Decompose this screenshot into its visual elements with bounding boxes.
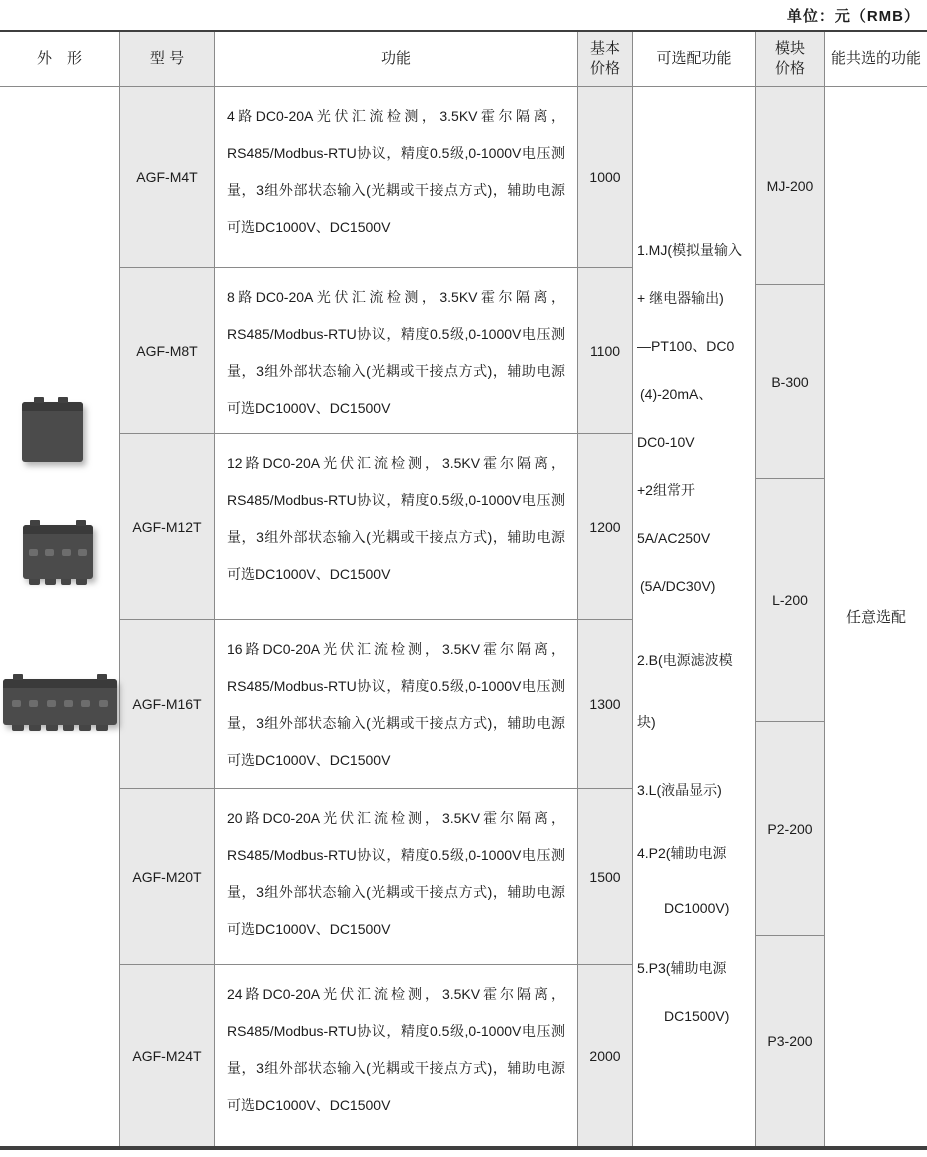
header-co-selectable: 能共选的功能 [825,32,927,87]
function-cell: 16路DC0-20A光伏汇流检测，3.5KV霍尔隔离，RS485/Modbus-RTU协议，精度0.5级,0-1000V电压测量，3组外部状态输入(光耦或干接点方式)，辅助电源可选DC1000V、DC1500V [215,620,577,789]
product-photo-wide [3,679,117,725]
base-price-cell: 2000 [589,1047,621,1064]
optional-line: (4)-20mA、 [640,386,713,402]
terminal-dots [12,700,108,707]
optional-line: DC1500V) [664,1008,730,1024]
model-cell: AGF-M20T [120,789,214,965]
model-cell: AGF-M12T [120,434,214,620]
shape-cell [0,87,119,1146]
module-price-cell: B-300 [756,285,824,479]
price-table [0,30,927,1150]
base-price-cell: 1200 [578,434,632,620]
header-shape: 外 形 [0,32,119,87]
base-price-cell: 1100 [578,268,632,434]
optional-line: 2.B(电源滤波模 [637,652,733,668]
optional-line: 4.P2(辅助电源 [637,845,727,861]
terminal-knob [30,520,40,526]
header-module-price-line1: 模块 [774,40,805,57]
column-module-price [756,32,825,1146]
optional-functions-cell [633,87,755,1146]
column-function [215,32,578,1146]
product-photo-small [22,402,83,462]
column-base-price [578,32,633,1146]
model-cell: AGF-M8T [120,268,214,434]
optional-line: + 继电器输出) [637,290,724,306]
terminal-dots [29,549,88,556]
co-selectable-cell [825,87,927,1146]
terminal-knob [34,397,44,403]
optional-line: DC1000V) [664,900,730,916]
function-cell: 4路DC0-20A光伏汇流检测，3.5KV霍尔隔离，RS485/Modbus-RTU协议，精度0.5级,0-1000V电压测量，3组外部状态输入(光耦或干接点方式)，辅助电源可选DC1000V、DC1500V [215,87,577,268]
header-base-price-line1: 基本 [589,40,620,57]
column-shape [0,32,120,1146]
connector-teeth [12,725,108,731]
header-model: 型 号 [120,32,214,87]
function-cell: 24路DC0-20A光伏汇流检测，3.5KV霍尔隔离，RS485/Modbus-RTU协议，精度0.5级,0-1000V电压测量，3组外部状态输入(光耦或干接点方式)，辅助电源可选DC1000V、DC1500V [227,986,565,1113]
module-price-cell: P3-200 [767,1033,813,1049]
optional-line: 1.MJ(模拟量输入 [637,242,742,258]
connector-teeth [29,579,88,585]
header-base-price-line2: 价格 [589,60,620,77]
optional-line: DC0-10V [637,434,695,450]
optional-line: 3.L(液晶显示) [637,782,722,798]
terminal-knob [97,674,107,680]
column-optional-functions [633,32,756,1146]
optional-line: +2组常开 [637,482,695,498]
unit-label: 单位：元（RMB） [786,8,920,25]
column-model [120,32,215,1146]
optional-line: —PT100、DC0 [637,338,735,354]
header-module-price [756,32,824,87]
header-function: 功能 [215,32,577,87]
terminal-knob [76,520,86,526]
function-cell: 8路DC0-20A光伏汇流检测，3.5KV霍尔隔离，RS485/Modbus-RTU协议，精度0.5级,0-1000V电压测量，3组外部状态输入(光耦或干接点方式)，辅助电源可选DC1000V、DC1500V [215,268,577,434]
base-price-cell: 1500 [578,789,632,965]
module-price-cell: L-200 [756,479,824,722]
header-module-price-line2: 价格 [774,60,805,77]
optional-line: (5A/DC30V) [640,578,716,594]
base-price-cell: 1000 [578,87,632,268]
model-cell: AGF-M16T [120,620,214,789]
header-optional-functions: 可选配功能 [633,32,755,87]
function-cell: 20路DC0-20A光伏汇流检测，3.5KV霍尔隔离，RS485/Modbus-RTU协议，精度0.5级,0-1000V电压测量，3组外部状态输入(光耦或干接点方式)，辅助电源可选DC1000V、DC1500V [215,789,577,965]
product-photo-medium [23,525,93,579]
header-base-price [578,32,632,87]
module-price-cell: P2-200 [756,722,824,936]
column-co-selectable [825,32,927,1146]
base-price-cell: 1300 [578,620,632,789]
optional-line: 块) [637,714,656,730]
module-price-cell: MJ-200 [756,87,824,285]
function-cell: 12路DC0-20A光伏汇流检测，3.5KV霍尔隔离，RS485/Modbus-RTU协议，精度0.5级,0-1000V电压测量，3组外部状态输入(光耦或干接点方式)，辅助电源可选DC1000V、DC1500V [215,434,577,620]
terminal-knob [13,674,23,680]
terminal-knob [58,397,68,403]
optional-line: 5.P3(辅助电源 [637,960,727,976]
model-cell: AGF-M24T [132,1047,202,1064]
model-cell: AGF-M4T [120,87,214,268]
co-selectable-value: 任意选配 [845,609,906,626]
optional-line: 5A/AC250V [637,530,711,546]
